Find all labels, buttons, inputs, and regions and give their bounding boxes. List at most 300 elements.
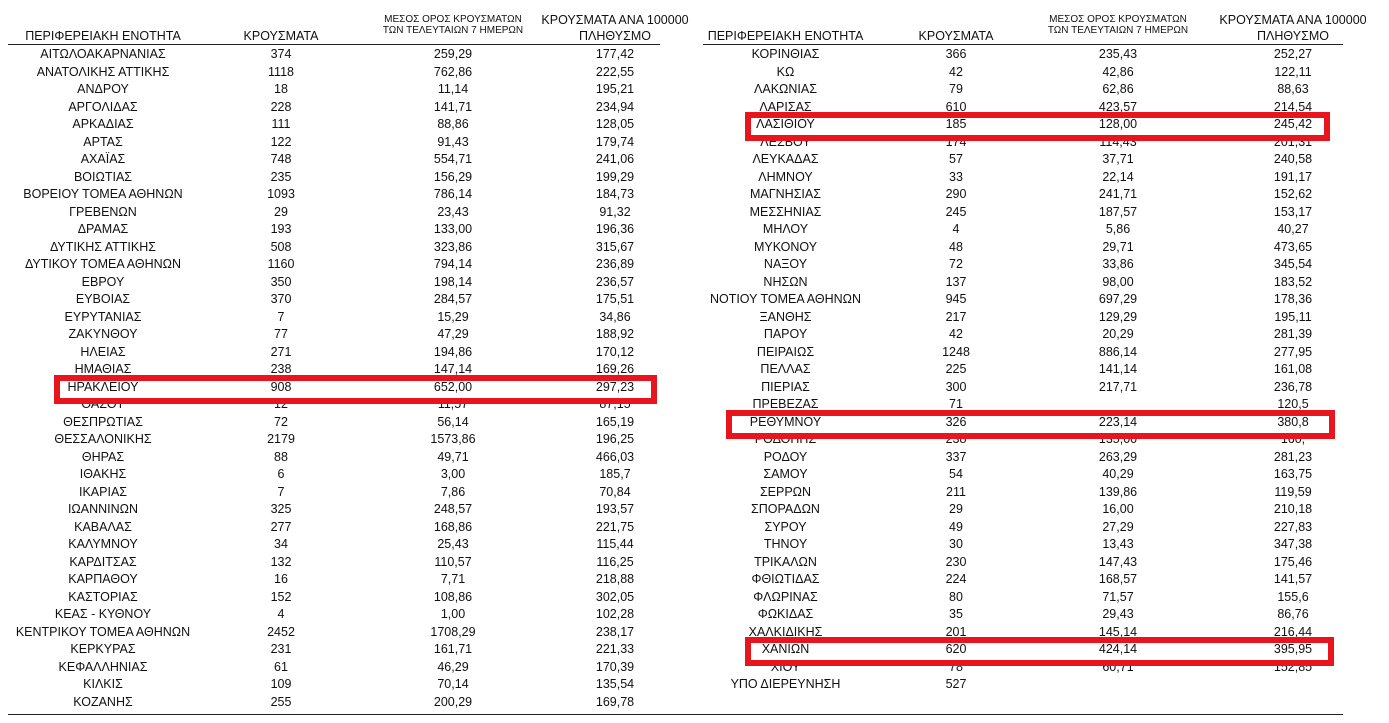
cell-per100k: 252,27: [1273, 47, 1313, 61]
table-row: [8, 239, 660, 257]
cell-avg: 128,00: [1098, 117, 1138, 131]
cell-avg: 1573,86: [430, 432, 476, 446]
table-row: [703, 64, 1343, 82]
cell-region: ΚΕΝΤΡΙΚΟΥ ΤΟΜΕΑ ΑΘΗΝΩΝ: [15, 624, 191, 639]
cell-region: ΡΕΘΥΜΝΟΥ: [749, 414, 822, 429]
cell-per100k: 183,52: [1273, 274, 1313, 289]
table-row: [703, 256, 1343, 274]
cell-per100k: 216,44: [1273, 624, 1313, 639]
cell-region: ΔΥΤΙΚΗΣ ΑΤΤΙΚΗΣ: [50, 239, 156, 254]
cell-region: ΓΡΕΒΕΝΩΝ: [69, 204, 137, 219]
cell-region: ΕΥΡΥΤΑΝΙΑΣ: [64, 309, 142, 324]
table-row: [703, 344, 1343, 362]
cell-per100k: 234,94: [595, 99, 635, 114]
cell-per100k: 466,03: [595, 449, 635, 464]
cell-per100k: 184,73: [595, 187, 635, 201]
cell-cases: 12: [274, 397, 288, 411]
table-row: [8, 99, 660, 117]
cell-avg: 37,71: [1102, 152, 1134, 166]
cell-avg: 22,14: [1102, 169, 1134, 184]
header-divider-right: [703, 44, 1343, 45]
cell-cases: 1160: [267, 257, 295, 271]
table-row: [8, 554, 660, 572]
cell-per100k: 302,05: [595, 589, 635, 604]
cell-region: ΦΩΚΙΔΑΣ: [757, 607, 814, 621]
cell-region: ΛΑΡΙΣΑΣ: [759, 99, 812, 114]
cell-per100k: 155,6: [1277, 589, 1309, 604]
cell-per100k: 201,31: [1273, 134, 1313, 149]
cell-per100k: 227,83: [1273, 519, 1313, 534]
cell-cases: 277: [270, 519, 292, 534]
cell-avg: 217,71: [1098, 379, 1138, 394]
cell-avg: 29,43: [1102, 607, 1134, 621]
cell-avg: 194,86: [433, 344, 473, 359]
table-row: [8, 186, 660, 204]
cell-cases: 508: [270, 239, 292, 254]
cell-cases: 80: [949, 589, 963, 604]
cell-avg: 323,86: [433, 239, 473, 254]
table-header-right: [703, 0, 1367, 46]
cell-avg: 129,29: [1098, 309, 1138, 324]
table-row: [8, 449, 660, 467]
cell-avg: 141,71: [433, 99, 473, 114]
table-row: [8, 571, 660, 589]
cell-avg: 60,71: [1102, 659, 1134, 674]
col-avg-line1: ΜΕΣΟΣ ΟΡΟΣ ΚΡΟΥΣΜΑΤΩΝ: [384, 14, 522, 25]
cell-cases: 2452: [267, 624, 295, 639]
cell-region: ΚΕΦΑΛΛΗΝΙΑΣ: [58, 659, 148, 674]
table-row: [703, 484, 1343, 502]
cell-per100k: 170,39: [595, 659, 635, 674]
cell-region: ΜΗΛΟΥ: [762, 222, 809, 236]
cell-per100k: 196,25: [595, 432, 635, 446]
cell-per100k: 177,42: [595, 47, 635, 61]
cell-cases: 1118: [268, 64, 294, 79]
cell-per100k: 281,39: [1273, 327, 1313, 341]
cell-cases: 366: [945, 47, 967, 61]
cell-cases: 255: [270, 694, 292, 709]
cell-cases: 337: [945, 449, 967, 464]
cell-per100k: 88,63: [1277, 82, 1309, 96]
cell-per100k: 221,75: [595, 519, 635, 534]
cell-cases: 49: [949, 519, 963, 534]
cell-avg: 29,71: [1102, 239, 1134, 254]
cell-cases: 72: [274, 414, 288, 429]
cell-per100k: 222,55: [595, 64, 635, 79]
cell-avg: 7,86: [440, 484, 466, 499]
cell-per100k: 160,: [1280, 432, 1306, 446]
cell-avg: 145,14: [1098, 624, 1138, 639]
cell-region: ΘΕΣΠΡΩΤΙΑΣ: [63, 414, 143, 429]
cell-per100k: 245,42: [1273, 117, 1313, 131]
cell-avg: 133,00: [433, 222, 473, 236]
cell-region: ΚΕΑΣ - ΚΥΘΝΟΥ: [54, 607, 152, 621]
cell-region: ΗΜΑΘΙΑΣ: [74, 362, 132, 376]
cell-cases: 610: [945, 99, 967, 114]
cell-per100k: 163,75: [1273, 467, 1313, 481]
cell-cases: 235: [270, 169, 292, 184]
table-row: [8, 641, 660, 659]
cell-region: ΜΥΚΟΝΟΥ: [753, 239, 818, 254]
table-row: [8, 326, 660, 344]
cell-per100k: 153,17: [1273, 204, 1313, 219]
cell-per100k: 86,76: [1277, 607, 1309, 621]
cell-cases: 2179: [267, 432, 295, 446]
table-row: [703, 449, 1343, 467]
cell-cases: 245: [945, 204, 967, 219]
cell-region: ΚΟΡΙΝΘΙΑΣ: [751, 47, 820, 61]
cell-avg: 147,14: [433, 362, 473, 376]
cell-avg: 1,00: [440, 607, 466, 621]
cell-cases: 4: [277, 607, 285, 621]
cell-region: ΛΑΣΙΘΙΟΥ: [756, 117, 815, 131]
cell-avg: 108,86: [433, 589, 473, 604]
cell-per100k: 238,17: [595, 624, 635, 639]
cell-cases: 79: [949, 82, 963, 96]
header-divider: [8, 44, 660, 45]
cell-region: ΚΑΡΠΑΘΟΥ: [68, 572, 138, 586]
table-row: [8, 414, 660, 432]
cell-cases: 527: [945, 677, 967, 691]
table-row: [703, 46, 1343, 64]
cell-per100k: 170,12: [595, 344, 635, 359]
cell-per100k: 315,67: [595, 239, 635, 254]
table-row: [703, 589, 1343, 607]
table-row: [8, 466, 660, 484]
cell-region: ΠΕΙΡΑΙΩΣ: [756, 344, 815, 359]
table-row: [703, 554, 1343, 572]
cell-per100k: 240,58: [1273, 152, 1313, 166]
table-row: [703, 221, 1343, 239]
table-row: [703, 466, 1343, 484]
cell-per100k: 218,88: [595, 572, 635, 586]
cell-avg: 147,43: [1098, 554, 1138, 569]
cell-avg: 33,86: [1102, 257, 1134, 271]
cell-per100k: 169,78: [595, 694, 635, 709]
cell-avg: 70,14: [437, 677, 469, 691]
cell-avg: 15,29: [437, 309, 469, 324]
cell-region: ΠΕΛΛΑΣ: [760, 362, 811, 376]
cell-cases: 16: [274, 572, 288, 586]
cell-per100k: 120,5: [1277, 397, 1309, 411]
cell-avg: 263,29: [1098, 449, 1138, 464]
cell-cases: 231: [270, 642, 292, 656]
cell-cases: 109: [270, 677, 292, 691]
cell-region: ΜΑΓΝΗΣΙΑΣ: [750, 187, 821, 201]
cell-per100k: 395,95: [1273, 642, 1313, 656]
cell-avg: 25,43: [437, 537, 469, 551]
cell-cases: 111: [271, 117, 291, 131]
cell-cases: 132: [270, 554, 292, 569]
cell-cases: 48: [949, 239, 963, 254]
table-header: [8, 0, 689, 46]
cell-region: ΕΒΡΟΥ: [81, 274, 125, 289]
cell-cases: 945: [945, 292, 967, 306]
table-row: [703, 606, 1343, 624]
cell-cases: 57: [949, 152, 963, 166]
cell-region: ΤΡΙΚΑΛΩΝ: [754, 554, 817, 569]
cell-region: ΛΗΜΝΟΥ: [758, 169, 813, 184]
cell-cases: 71: [949, 397, 963, 411]
cell-per100k: 87,15: [599, 397, 631, 411]
cell-region: ΔΡΑΜΑΣ: [77, 222, 129, 236]
cell-avg: 23,43: [437, 204, 469, 219]
cell-cases: 7: [277, 309, 285, 324]
cell-per100k: 179,74: [595, 134, 635, 149]
cell-region: ΧΙΟΥ: [770, 659, 801, 674]
cell-region: ΞΑΝΘΗΣ: [759, 309, 812, 324]
cell-region: ΛΕΣΒΟΥ: [760, 134, 811, 149]
table-row: [8, 309, 660, 327]
cell-cases: 72: [949, 257, 963, 271]
cell-region: ΠΡΕΒΕΖΑΣ: [752, 397, 819, 411]
cell-per100k: 116,25: [596, 554, 634, 569]
cell-region: ΗΛΕΙΑΣ: [80, 344, 126, 359]
table-row: [703, 379, 1343, 397]
cell-per100k: 135,54: [595, 677, 635, 691]
table-row: [8, 151, 660, 169]
cell-region: ΔΥΤΙΚΟΥ ΤΟΜΕΑ ΑΘΗΝΩΝ: [24, 257, 182, 271]
table-row: [8, 659, 660, 677]
table-row: [8, 134, 660, 152]
cell-region: ΘΗΡΑΣ: [81, 449, 125, 464]
cell-avg: 49,71: [437, 449, 469, 464]
cell-avg: 5,86: [1105, 222, 1131, 236]
cell-region: ΘΕΣΣΑΛΟΝΙΚΗΣ: [54, 432, 152, 446]
cell-region: ΜΕΣΣΗΝΙΑΣ: [749, 204, 822, 219]
cell-cases: 29: [274, 204, 288, 219]
cell-cases: 225: [945, 362, 967, 376]
cell-region: ΒΟΙΩΤΙΑΣ: [73, 169, 133, 184]
cell-region: ΒΟΡΕΙΟΥ ΤΟΜΕΑ ΑΘΗΝΩΝ: [23, 187, 183, 201]
cell-cases: 7: [277, 484, 285, 499]
cell-avg: 156,29: [433, 169, 473, 184]
highlight-box: [726, 410, 1335, 439]
cell-per100k: 236,78: [1273, 379, 1313, 394]
cell-per100k: 193,57: [595, 502, 635, 516]
cell-region: ΠΙΕΡΙΑΣ: [761, 379, 810, 394]
table-row: [703, 309, 1343, 327]
cell-avg: 56,14: [437, 414, 469, 429]
cell-avg: 886,14: [1098, 344, 1138, 359]
col-cases-header-right: ΚΡΟΥΣΜΑΤΑ: [918, 29, 994, 43]
cell-avg: 110,57: [434, 554, 472, 569]
table-row: [8, 519, 660, 537]
col-region-header: ΠΕΡΙΦΕΡΕΙΑΚΗ ΕΝΟΤΗΤΑ: [25, 29, 181, 43]
cell-avg: 141,14: [1098, 362, 1138, 376]
cell-per100k: 175,46: [1273, 554, 1313, 569]
cell-region: ΑΡΤΑΣ: [83, 134, 123, 149]
cell-avg: 91,43: [437, 134, 469, 149]
cell-cases: 4: [952, 222, 960, 236]
cell-per100k: 241,06: [595, 152, 635, 166]
cell-region: ΝΑΞΟΥ: [763, 257, 808, 271]
table-row: [703, 361, 1343, 379]
cell-avg: 7,71: [440, 572, 466, 586]
table-row: [8, 46, 660, 64]
cell-avg: 71,57: [1102, 589, 1134, 604]
cell-avg: 187,57: [1098, 204, 1138, 219]
cell-avg: 20,29: [1102, 327, 1134, 341]
cell-avg: 139,86: [1098, 484, 1138, 499]
table-row: [703, 239, 1343, 257]
cell-region: ΛΕΥΚΑΔΑΣ: [752, 152, 819, 166]
cell-cases: 34: [274, 537, 288, 551]
col-per100k-line2-right: ΠΛΗΘΥΣΜΟ: [1257, 29, 1329, 43]
cell-region: ΤΗΝΟΥ: [763, 537, 808, 551]
cell-per100k: 161,08: [1273, 362, 1313, 376]
cell-cases: 78: [949, 659, 963, 674]
cell-region: ΑΧΑΪΑΣ: [80, 152, 126, 166]
cell-cases: 174: [945, 134, 967, 149]
cell-avg: 259,29: [433, 47, 473, 61]
table-row: [8, 431, 660, 449]
cell-avg: 1708,29: [430, 624, 476, 639]
col-per100k-header-right: [1208, 12, 1378, 43]
rows-right: [703, 46, 1343, 694]
table-row: [8, 344, 660, 362]
cell-cases: 122: [270, 134, 292, 149]
cell-region: ΖΑΚΥΝΘΟΥ: [68, 327, 138, 341]
cell-region: ΠΑΡΟΥ: [763, 327, 808, 341]
cell-per100k: 277,95: [1273, 344, 1313, 359]
cell-region: ΑΙΤΩΛΟΑΚΑΡΝΑΝΙΑΣ: [40, 47, 166, 61]
cell-per100k: 221,33: [595, 642, 635, 656]
cell-cases: 370: [270, 292, 292, 306]
cell-cases: 620: [945, 642, 967, 656]
cell-avg: 3,00: [440, 467, 466, 481]
cell-cases: 271: [270, 344, 292, 359]
cell-cases: 193: [270, 222, 292, 236]
cell-avg: 11,57: [437, 397, 469, 411]
cell-avg: 235,43: [1098, 47, 1138, 61]
cell-cases: 228: [270, 99, 292, 114]
cell-avg: 284,57: [433, 292, 473, 306]
cell-region: ΚΑΡΔΙΤΣΑΣ: [69, 554, 137, 569]
cell-avg: 762,86: [433, 64, 473, 79]
table-row: [8, 624, 660, 642]
col-avg-line2-right: ΤΩΝ ΤΕΛΕΥΤΑΙΩΝ 7 ΗΜΕΡΩΝ: [1047, 25, 1189, 36]
cell-cases: 42: [949, 64, 963, 79]
table-row: [8, 676, 660, 694]
cell-per100k: 380,8: [1277, 414, 1309, 429]
table-row: [703, 186, 1343, 204]
cell-per100k: 473,65: [1273, 239, 1313, 254]
cell-region: ΡΟΔΟΠΗΣ: [754, 432, 817, 446]
cell-avg: 40,29: [1102, 467, 1134, 481]
cell-cases: 325: [270, 502, 292, 516]
table-row: [8, 606, 660, 624]
cell-per100k: 214,54: [1273, 99, 1313, 114]
cell-region: ΧΑΛΚΙΔΙΚΗΣ: [748, 624, 823, 639]
cell-per100k: 40,27: [1277, 222, 1309, 236]
cell-avg: 652,00: [433, 379, 473, 394]
cell-region: ΚΑΣΤΟΡΙΑΣ: [68, 589, 138, 604]
cell-cases: 88: [274, 449, 288, 464]
cell-cases: 1248: [942, 344, 970, 359]
cell-region: ΣΠΟΡΑΔΩΝ: [751, 502, 820, 516]
cell-region: ΡΟΔΟΥ: [763, 449, 808, 464]
col-per100k-line1: ΚΡΟΥΣΜΑΤΑ ΑΝΑ 100000: [541, 13, 689, 27]
cell-avg: 697,29: [1098, 292, 1138, 306]
cell-per100k: 119,59: [1274, 484, 1312, 499]
cell-region: ΣΕΡΡΩΝ: [759, 484, 812, 499]
cell-cases: 224: [945, 572, 967, 586]
col-cases-header: ΚΡΟΥΣΜΑΤΑ: [243, 29, 319, 43]
table-row: [703, 676, 1343, 694]
cell-avg: 88,86: [437, 117, 469, 131]
cell-cases: 748: [270, 152, 292, 166]
cell-region: ΚΑΛΥΜΝΟΥ: [68, 537, 138, 551]
cell-region: ΑΝΔΡΟΥ: [77, 82, 129, 96]
cell-region: ΣΥΡΟΥ: [764, 519, 807, 534]
table-row: [8, 274, 660, 292]
cell-per100k: 185,7: [599, 467, 631, 481]
col-per100k-line2: ΠΛΗΘΥΣΜΟ: [579, 29, 651, 43]
cell-avg: 161,71: [433, 642, 473, 656]
cell-per100k: 141,57: [1273, 572, 1313, 586]
cell-avg: 248,57: [433, 502, 473, 516]
cell-region: ΚΩ: [776, 64, 795, 79]
cell-avg: 42,86: [1102, 64, 1134, 79]
cell-per100k: 169,26: [595, 362, 635, 376]
cell-cases: 18: [274, 82, 288, 96]
cell-region: ΑΡΓΟΛΙΔΑΣ: [68, 99, 138, 114]
table-row: [8, 501, 660, 519]
cell-region: ΗΡΑΚΛΕΙΟΥ: [67, 379, 139, 394]
cell-region: ΚΕΡΚΥΡΑΣ: [70, 642, 136, 656]
cell-cases: 290: [945, 187, 967, 201]
highlight-box: [745, 112, 1330, 141]
cell-per100k: 195,11: [1274, 309, 1312, 324]
cell-cases: 374: [270, 47, 292, 61]
cell-avg: 786,14: [433, 187, 473, 201]
cell-avg: 62,86: [1102, 82, 1134, 96]
cell-cases: 350: [270, 274, 292, 289]
cell-per100k: 199,29: [595, 169, 635, 184]
table-row: [8, 221, 660, 239]
col-per100k-header: [535, 12, 695, 43]
col-avg-line2: ΤΩΝ ΤΕΛΕΥΤΑΙΩΝ 7 ΗΜΕΡΩΝ: [382, 25, 524, 36]
cell-cases: 238: [945, 432, 967, 446]
cell-per100k: 70,84: [599, 484, 631, 499]
cell-per100k: 178,36: [1273, 292, 1313, 306]
cell-region: ΚΙΛΚΙΣ: [83, 677, 123, 691]
cell-per100k: 195,21: [595, 82, 635, 96]
cell-avg: 423,57: [1098, 99, 1138, 114]
cell-cases: 30: [949, 537, 963, 551]
cell-region: ΙΩΑΝΝΙΝΩΝ: [67, 502, 139, 516]
table-row: [703, 326, 1343, 344]
table-row: [8, 536, 660, 554]
table-left: [8, 0, 689, 711]
cell-per100k: 128,05: [595, 117, 635, 131]
cell-per100k: 115,44: [596, 537, 634, 551]
highlight-box: [54, 375, 657, 404]
cell-region: ΦΘΙΩΤΙΔΑΣ: [751, 572, 820, 586]
table-row: [703, 519, 1343, 537]
table-row: [703, 536, 1343, 554]
cell-region: ΚΑΒΑΛΑΣ: [74, 519, 132, 534]
cell-cases: 238: [270, 362, 292, 376]
cell-region: ΧΑΝΙΩΝ: [761, 642, 810, 656]
cell-avg: 135,00: [1098, 432, 1138, 446]
cell-avg: 223,14: [1098, 414, 1138, 429]
col-per100k-line1-right: ΚΡΟΥΣΜΑΤΑ ΑΝΑ 100000: [1219, 13, 1367, 27]
table-row: [8, 291, 660, 309]
table-row: [703, 204, 1343, 222]
table-row: [703, 501, 1343, 519]
